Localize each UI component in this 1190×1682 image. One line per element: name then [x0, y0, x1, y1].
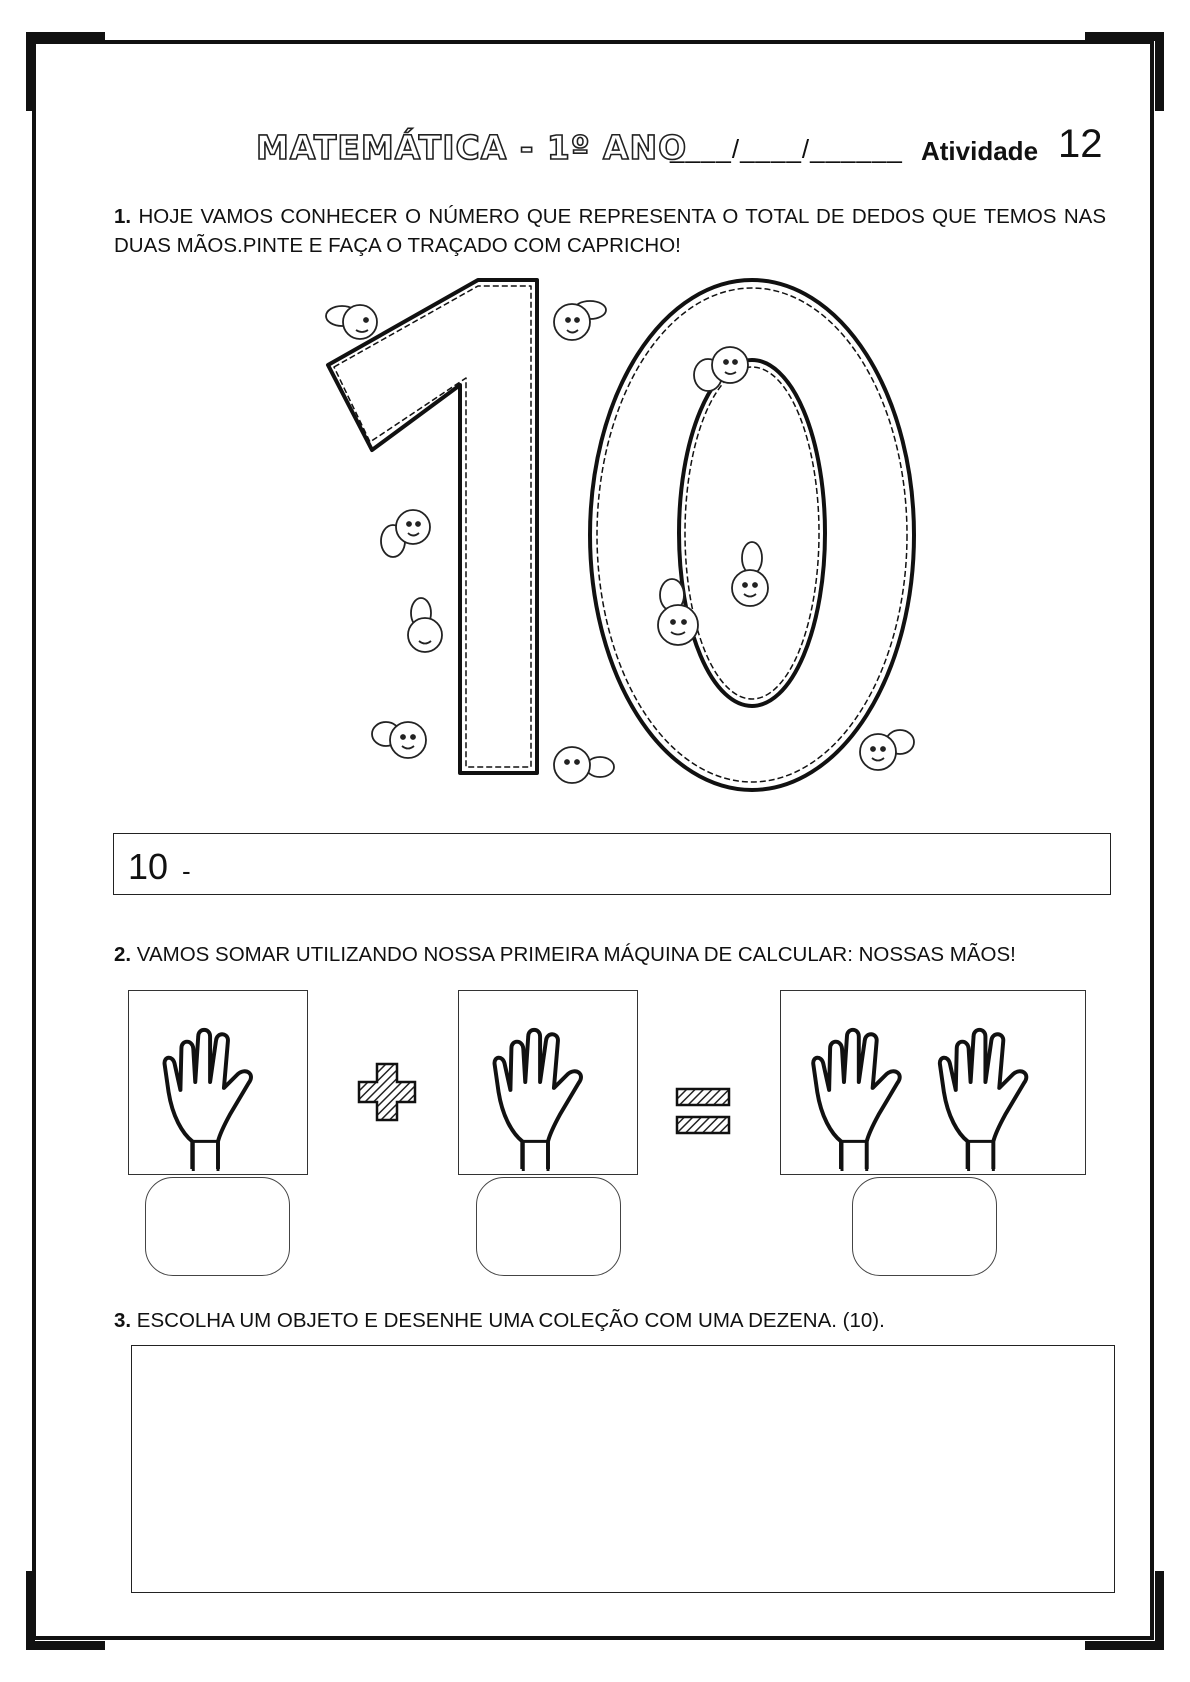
worksheet-title: MATEMÁTICA - 1º ANO — [256, 128, 688, 167]
drawing-area[interactable] — [131, 1345, 1115, 1593]
frame-corner — [1085, 32, 1164, 111]
question-3-number: 3. — [114, 1309, 132, 1332]
trace-number: 10 — [128, 846, 169, 887]
number-ten-illustration[interactable] — [300, 270, 950, 800]
hand-box-1 — [128, 990, 308, 1175]
hand-icon — [129, 991, 307, 1174]
question-1 — [114, 202, 1106, 260]
equals-icon — [675, 1083, 731, 1139]
question-2-number: 2. — [114, 943, 132, 966]
answer-box-3[interactable] — [852, 1177, 997, 1276]
hand-box-3 — [780, 990, 1086, 1175]
plus-icon — [355, 1060, 419, 1124]
date-field[interactable]: ____/____/______ — [670, 134, 903, 164]
question-2-text: VAMOS SOMAR UTILIZANDO NOSSA PRIMEIRA MÁQUINA DE CALCULAR: NOSSAS MÃOS! — [131, 943, 1016, 966]
answer-box-2[interactable] — [476, 1177, 621, 1276]
trace-dash: - — [182, 856, 191, 886]
worksheet-header — [0, 122, 1190, 172]
question-3 — [114, 1306, 1106, 1335]
frame-corner — [26, 1571, 105, 1650]
question-1-text: HOJE VAMOS CONHECER O NÚMERO QUE REPRESENTA O TOTAL DE DEDOS QUE TEMOS NAS DUAS MÃOS.PINTE E FAÇA O TRAÇADO COM CAPRICHO! — [114, 205, 1106, 257]
trace-writing-line[interactable] — [113, 833, 1111, 895]
hand-icon — [459, 991, 637, 1174]
question-3-text: ESCOLHA UM OBJETO E DESENHE UMA COLEÇÃO COM UMA DEZENA. (10). — [131, 1309, 885, 1332]
question-1-number: 1. — [114, 205, 132, 228]
hand-box-2 — [458, 990, 638, 1175]
activity-number: 12 — [1058, 122, 1103, 166]
question-2 — [114, 940, 1106, 969]
frame-corner — [26, 32, 105, 111]
activity-label: Atividade — [921, 136, 1039, 166]
hand-icon — [781, 991, 1085, 1174]
answer-box-1[interactable] — [145, 1177, 290, 1276]
